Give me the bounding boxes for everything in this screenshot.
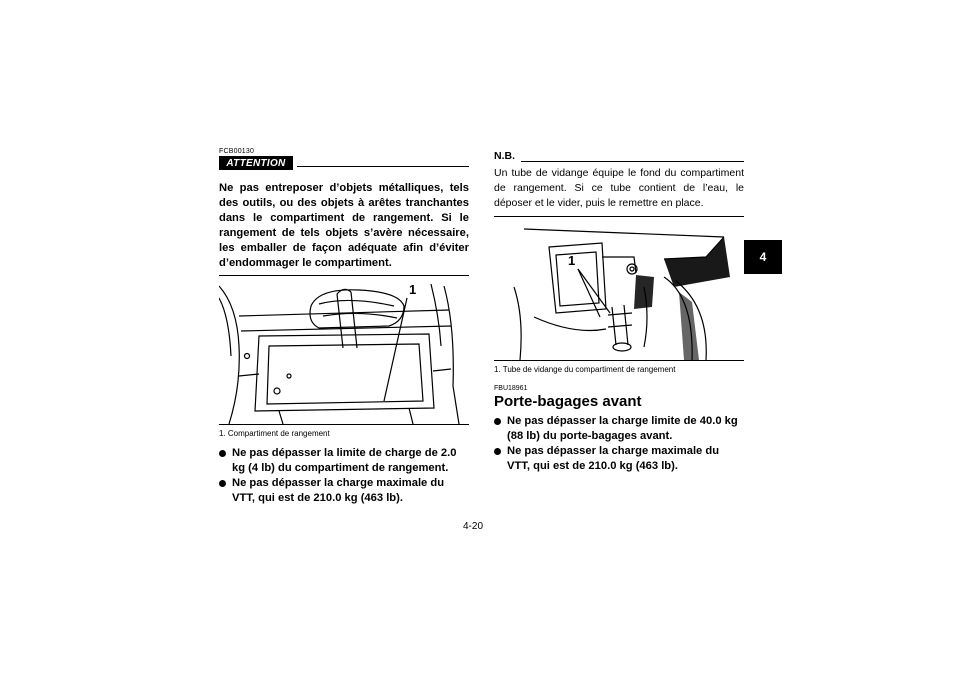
- left-bullet-list: [219, 446, 469, 506]
- storage-compartment-illustration: [219, 276, 469, 424]
- attention-code: FCB00130: [219, 148, 255, 155]
- left-column: [219, 148, 469, 506]
- attention-text: Ne pas entreposer d’objets métalliques, tels des outils, ou des objets à arêtes tranchantes dans le compartiment de rangement. Si le rangement de tels objets s’avère nécessaire, les emballer de façon adéquate afin d’éviter d’endommager le compartiment.: [219, 182, 469, 269]
- attention-rule: [297, 166, 469, 167]
- list-item: Ne pas dépasser la charge maximale du VTT, qui est de 210.0 kg (463 lb).: [494, 444, 744, 474]
- figure-right-caption: 1. Tube de vidange du compartiment de rangement: [494, 365, 676, 374]
- figure-left-callout: 1: [409, 282, 417, 297]
- drain-tube-illustration: [494, 217, 744, 360]
- attention-header: [219, 156, 469, 171]
- section-title: Porte-bagages avant: [494, 393, 642, 410]
- attention-badge: ATTENTION: [219, 156, 293, 170]
- bullet-icon: [494, 418, 501, 425]
- right-column: [494, 150, 744, 474]
- figure-right-callout: 1: [568, 253, 576, 268]
- chapter-tab: 4: [744, 240, 782, 274]
- section-code: FBU18961: [494, 385, 528, 392]
- note-rule: [521, 161, 744, 162]
- figure-left-caption: 1. Compartiment de rangement: [219, 429, 330, 438]
- drain-tube-figure: [494, 217, 744, 361]
- bullet-icon: [219, 480, 226, 487]
- list-item: Ne pas dépasser la charge maximale du VTT, qui est de 210.0 kg (463 lb).: [219, 476, 469, 506]
- note-header: [494, 150, 744, 164]
- list-item: Ne pas dépasser la limite de charge de 2.0 kg (4 lb) du compartiment de rangement.: [219, 446, 469, 476]
- section-bullet-list: [494, 414, 744, 474]
- list-item: Ne pas dépasser la charge limite de 40.0 kg (88 lb) du porte-bagages avant.: [494, 414, 744, 444]
- bullet-icon: [219, 450, 226, 457]
- note-text: Un tube de vidange équipe le fond du compartiment de rangement. Si ce tube contient de l’eau, le déposer et le vider, puis le remettre en place.: [494, 167, 744, 209]
- page-number: 4-20: [463, 521, 484, 532]
- note-label: N.B.: [494, 150, 515, 162]
- storage-compartment-figure: [219, 276, 469, 425]
- bullet-icon: [494, 448, 501, 455]
